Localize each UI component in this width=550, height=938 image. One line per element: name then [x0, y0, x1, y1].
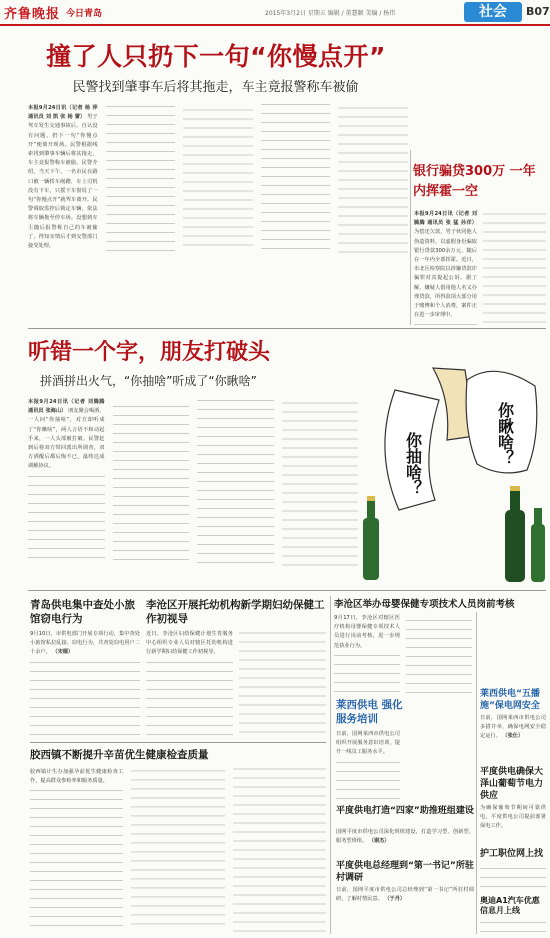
brief-headline: 青岛供电集中查处小旅馆窃电行为 [30, 599, 135, 625]
beer-bottles-icon [363, 486, 545, 582]
brief-body [480, 804, 546, 844]
edition-label: 今日青岛 [66, 9, 103, 19]
bubble-left-text: 你抽啥？ [403, 432, 423, 496]
brief-text: 日前，国网莱西市供电公司组织开展服务意识培训，提升一线员工服务水平。 [336, 731, 400, 756]
brief-text: 为确保葡萄节期间可靠供电，平度供电公司提前部署保电工作。 [480, 805, 546, 830]
brief-headline: 李沧区开展托幼机构新学期妇幼保健工作初视导 [146, 599, 325, 625]
brief-headline: 护工职位网上找 [480, 849, 544, 859]
main-text: 男子驾车发生交通事故后，自认没有问题，扔下一句“你慢点开”便离开现场。民警根据线索找到肇事车辆后将其拖走，车主竟报警称车被偷。民警介绍，当天下午，一名市民在路口被一辆轿车剐蹭，车上司机没有下车，只摇下车窗说了一句“你慢点开”就驾车离开。民警调取监控后锁定车辆，依法将车辆拖至停车场。没想到车主随后报警称自己的车被偷了，得知实情后才到交警部门接受处理。 [28, 114, 98, 250]
second-headline: 听错一个字，朋友打破头 [28, 340, 271, 365]
second-subheadline: 拼酒拼出火气，“你抽啥”听成了“你瞅啥” [40, 374, 257, 388]
main-story-body [28, 104, 408, 314]
brief-text: 日前，国网平度市供电公司总经理到“第一书记”所驻村调研，了解村情民意。 [336, 887, 474, 903]
brief-text: 日前，国网莱西市供电公司多措并举，确保电网安全稳定运行。 [480, 715, 546, 740]
section-rule [28, 328, 546, 329]
brief-body [336, 886, 474, 932]
brief-body [480, 918, 546, 936]
brief-body [336, 828, 474, 854]
brief-body [146, 630, 326, 740]
brief-body [480, 714, 546, 762]
dateline: 2015年3月2日 星期五 编辑 / 董慧颖 美编 / 杨伟 [265, 10, 396, 17]
text-filler [30, 768, 326, 932]
side-story-body [414, 210, 546, 330]
brief-headline: 平度供电总经理到“第一书记”所驻村调研 [336, 861, 474, 883]
section-rule [30, 742, 326, 743]
column-rule [410, 150, 411, 325]
main-byline: 本报9月24日讯（记者 杨 萍 通讯员 刘 凯 张 杨 蕾） [28, 105, 98, 121]
side-headline: 银行骗贷300万 一年内挥霍一空 [413, 164, 536, 199]
text-filler [336, 758, 400, 802]
brief-headline: 李沧区举办母婴保健专项技术人员岗前考核 [334, 599, 515, 610]
brief-text: 国网平度市供电公司深化班组建设，打造学习型、创新型、服务型班组。 [336, 829, 474, 845]
brief-text: 9月17日，李沧区对辖区医疗机构母婴保健专项技术人员进行岗前考核，进一步规范执业行为。 [334, 615, 400, 649]
second-text: 朋友聚会喝酒，一人问“你抽啥”，对方却听成了“你瞅啥”，两人言语不和动起手来，一人头部被打破。民警赶到后将双方带回派出所调查，双方酒醒后都后悔不已，最终达成调解协议。 [28, 408, 105, 470]
brief-source: （于丹） [384, 896, 406, 903]
brief-body [480, 864, 546, 894]
column-rule [476, 612, 477, 934]
brief-body [334, 614, 472, 694]
main-subheadline: 民警找到肇事车后将其拖走，车主竟报警称车被偷 [72, 80, 359, 95]
brief-body [30, 630, 140, 740]
section-title: 社会 [479, 4, 507, 20]
brief-text: 9月10日，市供电部门开展专项行动，集中查处小旅馆私拉乱接、窃电行为，共查处窃电用户二十余户。 [30, 631, 140, 656]
brief-headline: 奥迪A1汽车优惠信息月上线 [480, 896, 540, 915]
section-badge [464, 2, 522, 22]
brief-source: （张仕） [502, 733, 524, 740]
page-number: B07 [526, 5, 550, 18]
brief-headline: 莱西供电“五播施”保电网安全 [480, 689, 540, 711]
side-byline: 本报9月24日讯（记者 刘腾腾 通讯员 张 猛 孙洋） [414, 211, 477, 227]
cigarette-bottles-illustration [355, 340, 545, 586]
second-story-body [28, 398, 358, 578]
brief-headline: 莱西供电 强化服务培训 [336, 699, 403, 725]
brief-headline: 平度供电打造“四家”助推班组建设 [336, 806, 474, 816]
text-filler [30, 658, 140, 740]
brief-body [336, 730, 400, 802]
section-rule [28, 590, 546, 591]
text-filler [480, 864, 546, 894]
text-filler [480, 918, 546, 936]
brief-headline: 胶西镇不断提升辛苗优生健康检查质量 [30, 749, 209, 761]
brief-text: 胶西镇计生办加强孕前优生健康检查工作，提高群众参检率和服务质量。 [30, 769, 124, 785]
side-text: 为偿还欠款，男子伙同他人伪造资料，以虚假身份骗取银行贷款300余万元，随后在一年内全部挥霍。近日，市北区检察院以涉嫌贷款诈骗罪对其提起公诉。据了解，嫌疑人借用他人名义办理贷款，所得款项大部分用于赌博和个人消费，案件正在进一步审理中。 [414, 229, 477, 319]
column-rule [330, 596, 331, 934]
main-headline: 撞了人只扔下一句“你慢点开” [46, 42, 386, 71]
brief-source: （谢杰） [368, 838, 390, 845]
newspaper-logo: 齐鲁晚报 [4, 7, 61, 22]
brief-text: 近日，李沧区妇幼保健计划生育服务中心组织专业人员对辖区托幼机构进行新学期妇幼保健工作初视导。 [146, 631, 233, 656]
bubble-right-text: 你瞅啥？ [495, 402, 515, 466]
brief-body [30, 768, 326, 932]
text-filler [146, 630, 326, 740]
brief-headline: 平度供电确保大泽山葡萄节电力供应 [480, 767, 544, 801]
second-byline: 本报9月24日讯（记者 刘腾腾 通讯员 张海山） [28, 399, 105, 415]
brief-source: （宋德） [52, 649, 74, 656]
